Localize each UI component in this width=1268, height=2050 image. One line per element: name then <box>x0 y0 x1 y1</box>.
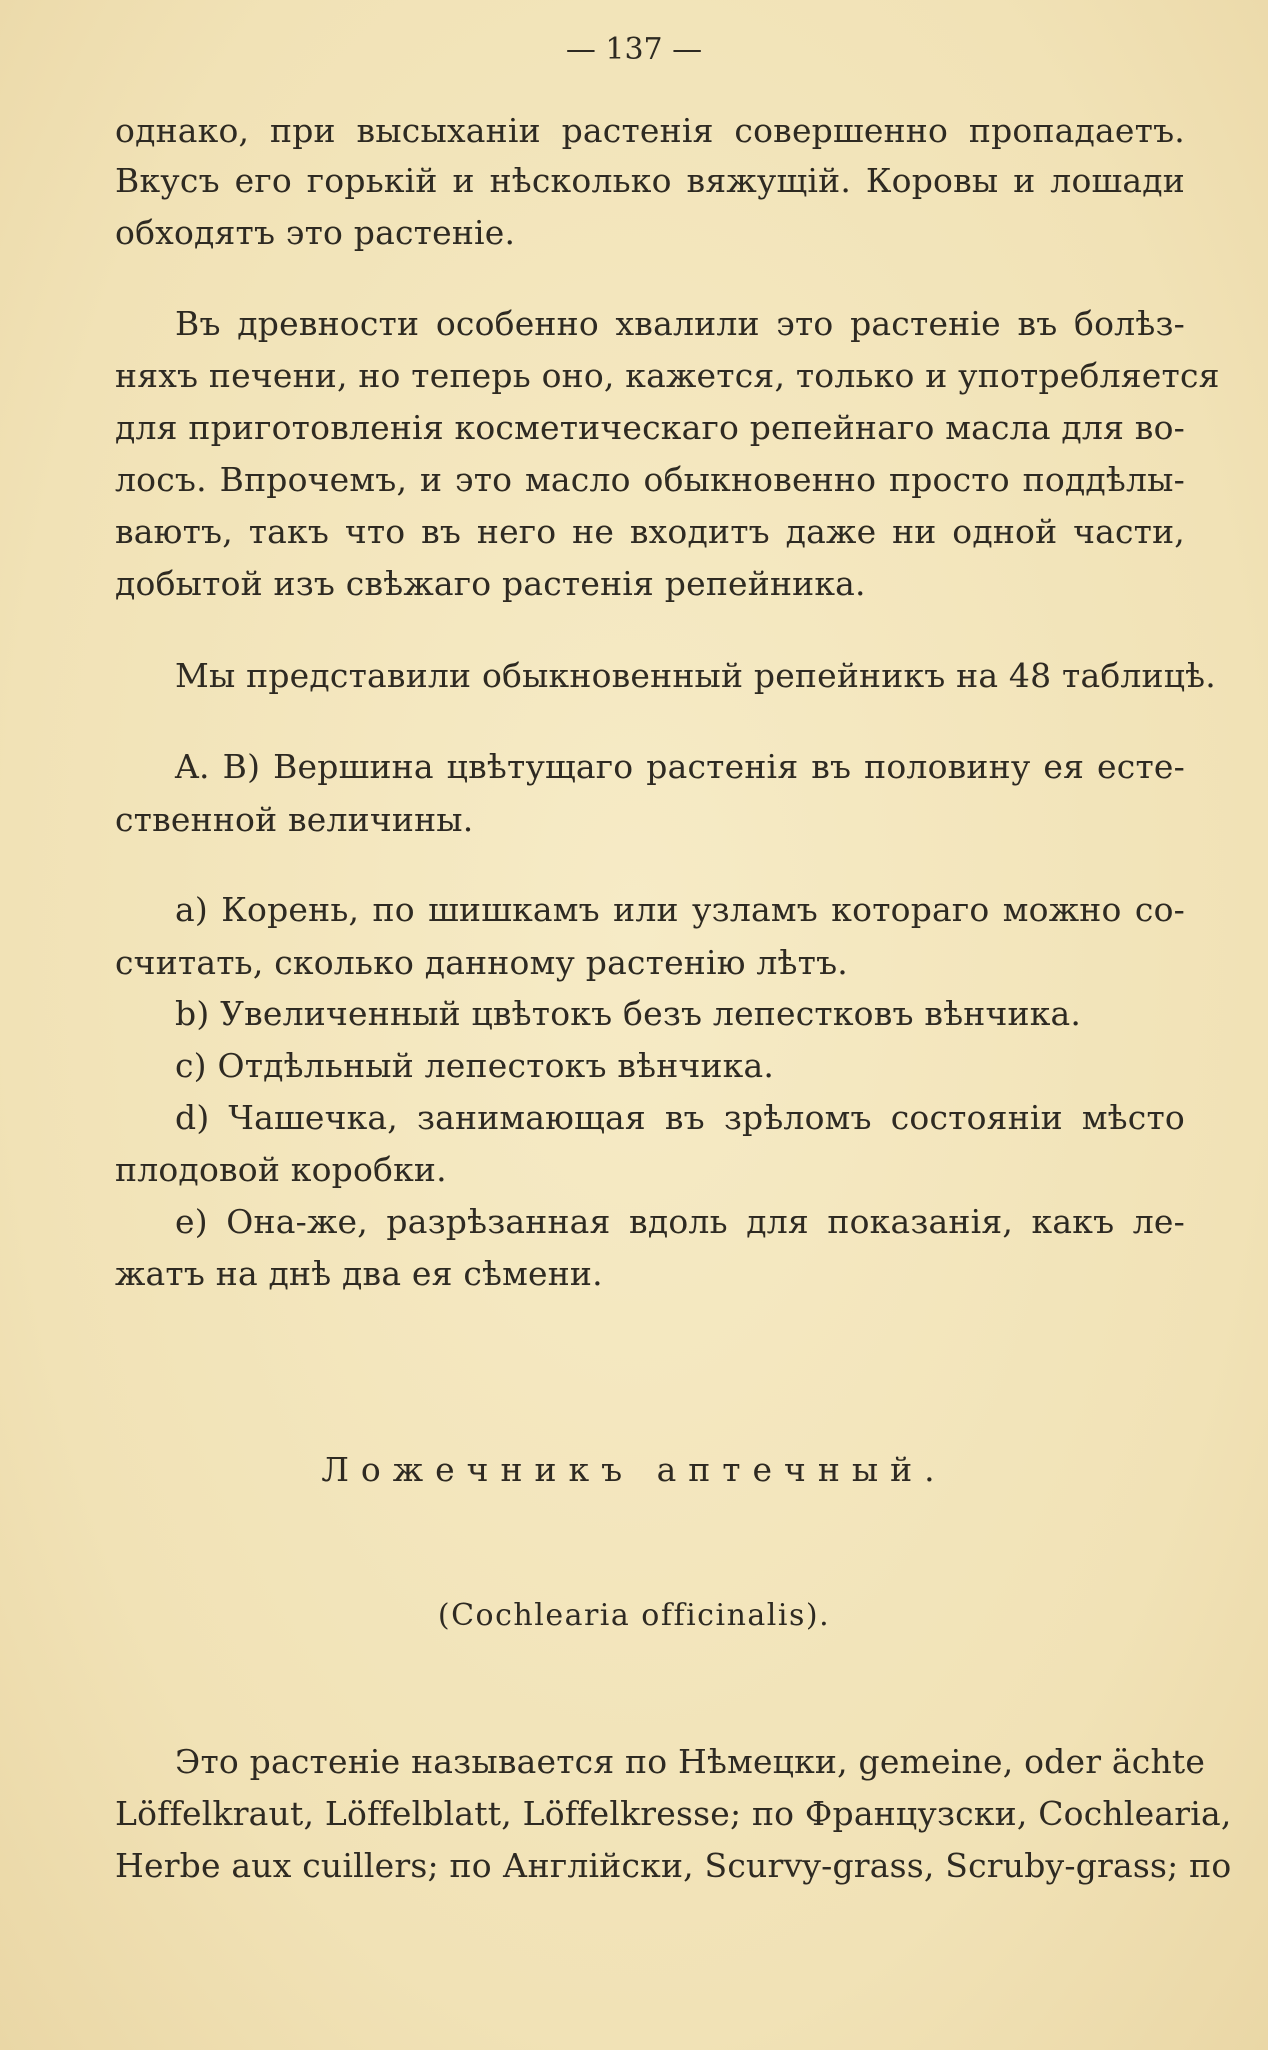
legend-item: c) Отдѣльный лепестокъ вѣнчика. <box>175 1046 775 1085</box>
text-line: A. B) Вершина цвѣтущаго растенія въ половину ея есте- <box>175 747 1185 786</box>
legend-item: d) Чашечка, занимающая въ зрѣломъ состояніи мѣсто <box>175 1098 1185 1137</box>
legend-item: жатъ на днѣ два ея сѣмени. <box>115 1254 603 1293</box>
text-line: няхъ печени, но теперь оно, кажется, только и употребляется <box>115 356 1220 395</box>
text-line: однако, при высыханіи растенія совершенно пропадаетъ. <box>115 111 1185 150</box>
text-line: ственной величины. <box>115 800 474 839</box>
legend-item: считать, сколько данному растенію лѣтъ. <box>115 943 848 982</box>
text-line: Löffelkraut, Löffelblatt, Löffelkresse; по Французски, Cochlearia, <box>115 1794 1232 1833</box>
legend-item: e) Она-же, разрѣзанная вдоль для показанія, какъ ле- <box>175 1202 1185 1241</box>
text-line: ваютъ, такъ что въ него не входитъ даже ни одной части, <box>115 512 1185 551</box>
section-title: Ложечникъ аптечный. <box>321 1450 947 1489</box>
latin-name: (Cochlearia officinalis). <box>437 1598 831 1633</box>
text-line: Herbe aux cuillers; по Англійски, Scurvy-grass, Scruby-grass; по <box>115 1846 1232 1885</box>
text-line: Это растеніе называется по Нѣмецки, gemeine, oder ächte <box>175 1742 1206 1781</box>
text-line: Въ древности особенно хвалили это растеніе въ болѣз- <box>175 304 1185 343</box>
text-line: обходятъ это растеніе. <box>115 213 516 252</box>
page-number: — 137 — <box>565 32 703 67</box>
text-line: Мы представили обыкновенный репейникъ на 48 таблицѣ. <box>175 656 1216 695</box>
text-line: Вкусъ его горькій и нѣсколько вяжущій. Коровы и лошади <box>115 161 1185 200</box>
text-line: для приготовленія косметическаго репейнаго масла для во- <box>115 408 1185 447</box>
text-line: лосъ. Впрочемъ, и это масло обыкновенно просто поддѣлы- <box>115 460 1185 499</box>
legend-item: плодовой коробки. <box>115 1150 447 1189</box>
text-line: добытой изъ свѣжаго растенія репейника. <box>115 564 866 603</box>
legend-item: b) Увеличенный цвѣтокъ безъ лепестковъ вѣнчика. <box>175 994 1082 1033</box>
legend-item: a) Корень, по шишкамъ или узламъ котораго можно со- <box>175 890 1185 929</box>
